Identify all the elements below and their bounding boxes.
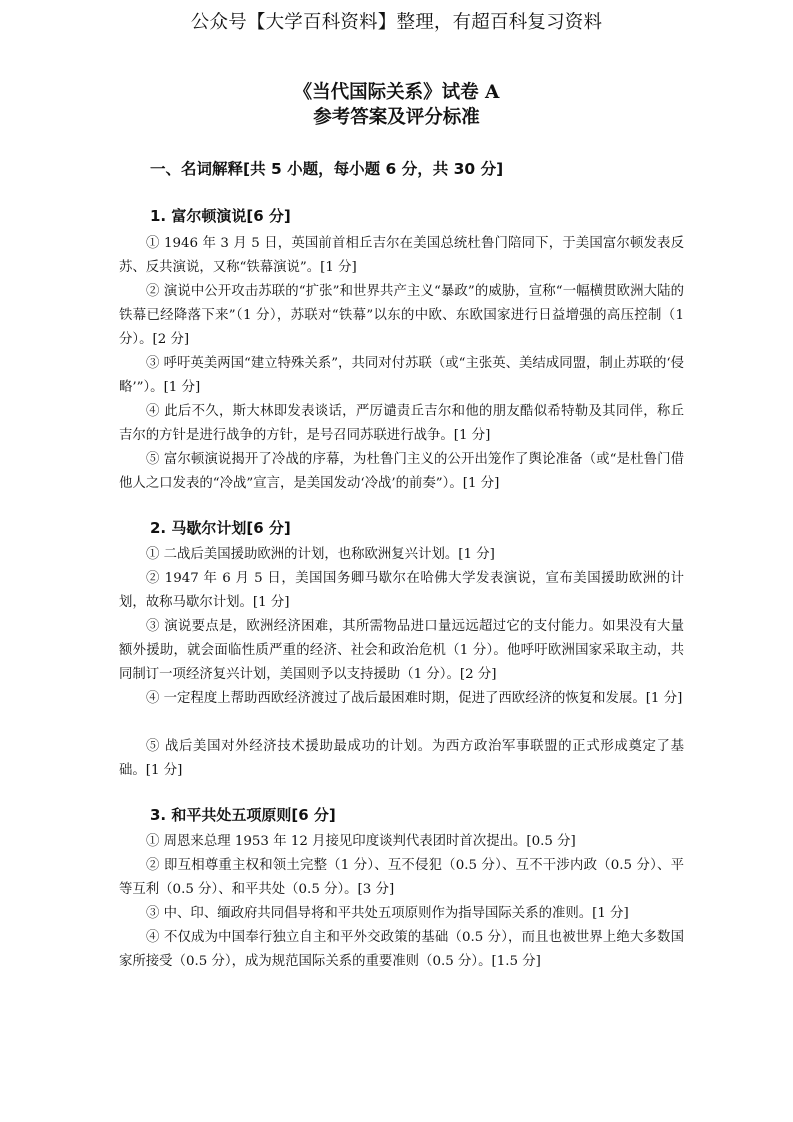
title-block <box>0 80 793 130</box>
answer-point: ③ 演说要点是，欧洲经济困难，其所需物品进口量远远超过它的支付能力。如果没有大量额外援助，就会面临性质严重的经济、社会和政治危机（1 分）。他呼吁欧洲国家采取主动，共同制订一项经济复兴计划，美国则予以支持援助（1 分）。[2 分] <box>119 619 684 683</box>
answer-point: ① 周恩来总理 1953 年 12 月接见印度谈判代表团时首次提出。[0.5 分] <box>146 834 576 849</box>
header-note: 公众号【大学百科资料】整理，有超百科复习资料 <box>190 12 603 33</box>
answer-point: ③ 中、印、缅政府共同倡导将和平共处五项原则作为指导国际关系的准则。[1 分] <box>146 906 629 921</box>
exam-title: 《当代国际关系》试卷 A <box>293 82 500 103</box>
term-heading: 1. 富尔顿演说[6 分] <box>150 207 291 225</box>
answer-point: ④ 此后不久，斯大林即发表谈话，严厉谴责丘吉尔和他的朋友酷似希特勒及其同伴，称丘吉尔的方针是进行战争的方针，是号召同苏联进行战争。[1 分] <box>119 404 684 444</box>
term-heading: 2. 马歇尔计划[6 分] <box>150 519 291 537</box>
answer-point: ④ 一定程度上帮助西欧经济渡过了战后最困难时期，促进了西欧经济的恢复和发展。[1 分] <box>146 691 683 706</box>
answer-point: ② 演说中公开攻击苏联的“扩张”和世界共产主义“暴政”的威胁，宣称“一幅横贯欧洲大陆的铁幕已经降落下来”（1 分），苏联对“铁幕”以东的中欧、东欧国家进行日益增强的高压控制（1 分）。[2 分] <box>119 284 684 348</box>
answer-point: ① 1946 年 3 月 5 日，英国前首相丘吉尔在美国总统杜鲁门陪同下，于美国富尔顿发表反苏、反共演说，又称“铁幕演说”。[1 分] <box>119 236 684 276</box>
answer-point: ⑤ 战后美国对外经济技术援助最成功的计划。为西方政治军事联盟的正式形成奠定了基础。[1 分] <box>119 739 684 779</box>
answer-point: ④ 不仅成为中国奉行独立自主和平外交政策的基础（0.5 分），而且也被世界上绝大多数国家所接受（0.5 分），成为规范国际关系的重要准则（0.5 分）。[1.5 分] <box>119 930 684 970</box>
term-heading: 3. 和平共处五项原则[6 分] <box>150 806 336 824</box>
answer-point: ② 1947 年 6 月 5 日，美国国务卿马歇尔在哈佛大学发表演说，宣布美国援助欧洲的计划，故称马歇尔计划。[1 分] <box>119 571 684 611</box>
exam-subtitle: 参考答案及评分标准 <box>313 107 480 128</box>
answer-point: ① 二战后美国援助欧洲的计划，也称欧洲复兴计划。[1 分] <box>146 547 495 562</box>
section-heading: 一、名词解释[共 5 小题，每小题 6 分，共 30 分] <box>150 160 504 178</box>
answer-point: ③ 呼吁英美两国“建立特殊关系”，共同对付苏联（或“主张英、美结成同盟，制止苏联的‘侵略’”）。[1 分] <box>119 356 684 396</box>
answer-point: ⑤ 富尔顿演说揭开了冷战的序幕，为杜鲁门主义的公开出笼作了舆论准备（或“是杜鲁门借他人之口发表的“冷战”宣言，是美国发动‘冷战’的前奏”）。[1 分] <box>119 452 684 492</box>
answer-point: ② 即互相尊重主权和领土完整（1 分）、互不侵犯（0.5 分）、互不干涉内政（0.5 分）、平等互利（0.5 分）、和平共处（0.5 分）。[3 分] <box>119 858 684 898</box>
